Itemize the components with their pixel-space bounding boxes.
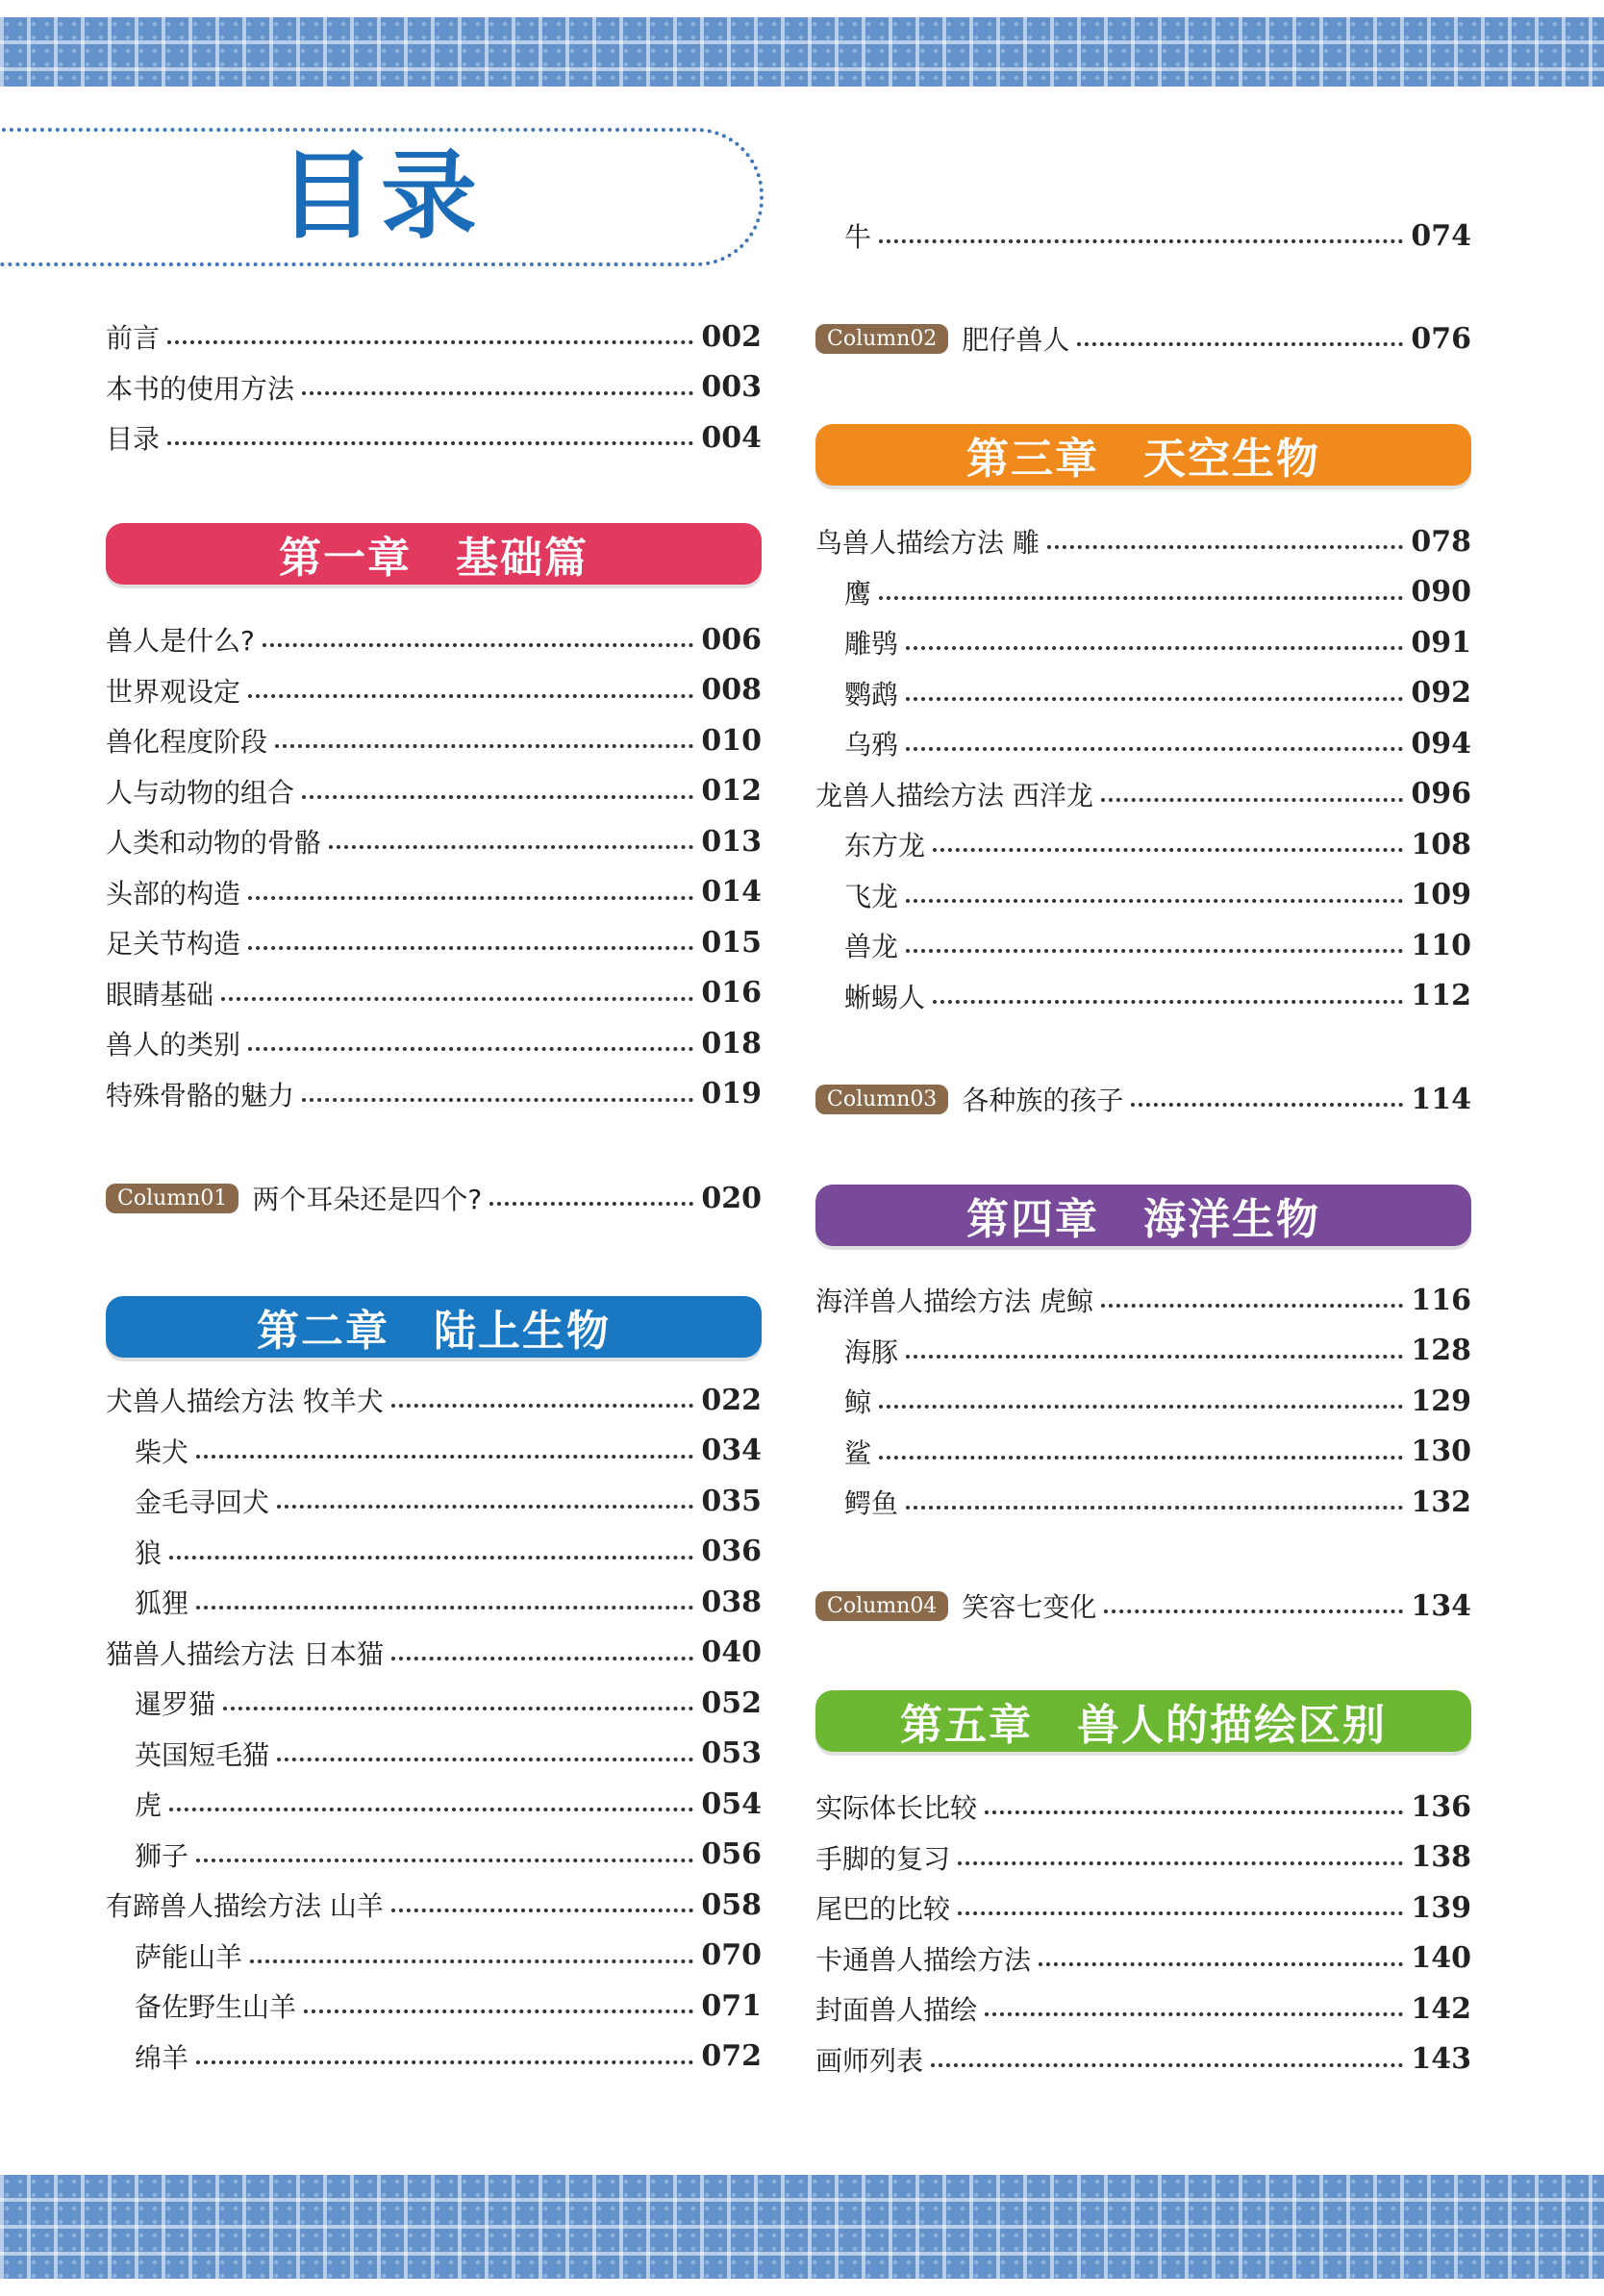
dot-leader xyxy=(985,2012,1403,2016)
toc-entry-page: 012 xyxy=(701,774,762,808)
toc-entry-page: 090 xyxy=(1411,575,1471,609)
toc-entry[interactable] xyxy=(135,1533,762,1571)
toc-entry-page: 016 xyxy=(701,976,762,1010)
header-band xyxy=(0,17,1604,87)
toc-entry[interactable] xyxy=(106,772,762,811)
toc-entry[interactable] xyxy=(844,1483,1471,1521)
dot-leader xyxy=(169,1808,693,1811)
toc-entry[interactable] xyxy=(106,822,762,861)
toc-entry-page: 058 xyxy=(701,1887,762,1922)
toc-entry-page: 010 xyxy=(701,723,762,758)
toc-entry-label: 特殊骨骼的魅力 xyxy=(106,1079,295,1111)
toc-entry[interactable] xyxy=(815,1787,1471,1826)
toc-entry-page: 110 xyxy=(1411,928,1471,962)
dot-leader xyxy=(933,1000,1403,1004)
dot-leader xyxy=(277,1505,693,1509)
toc-entry-label: 目录 xyxy=(106,423,161,455)
toc-entry-page: 013 xyxy=(701,824,762,859)
toc-entry[interactable] xyxy=(844,926,1471,964)
dot-leader xyxy=(906,646,1403,650)
toc-entry-page: 056 xyxy=(701,1837,762,1871)
toc-entry-label: 备佐野生山羊 xyxy=(135,1991,297,2023)
toc-entry[interactable] xyxy=(844,724,1471,762)
dot-leader xyxy=(906,899,1403,903)
toc-entry-page: 116 xyxy=(1411,1283,1471,1317)
dot-leader xyxy=(169,1556,693,1560)
toc-entry-label: 牛 xyxy=(844,221,872,253)
toc-entry[interactable] xyxy=(135,1684,762,1722)
dot-leader xyxy=(196,1606,693,1610)
dot-leader xyxy=(958,1861,1403,1865)
toc-entry-page: 018 xyxy=(701,1026,762,1061)
column-badge: Column01 xyxy=(106,1184,238,1213)
toc-entry-label: 兽人是什么? xyxy=(106,625,255,657)
toc-entry-label: 画师列表 xyxy=(815,2044,924,2077)
toc-entry-label: 英国短毛猫 xyxy=(135,1738,270,1771)
toc-entry-page: 109 xyxy=(1411,878,1471,911)
toc-entry-label: 犬兽人描绘方法 牧羊犬 xyxy=(106,1385,384,1417)
dot-leader xyxy=(329,845,693,849)
toc-entry[interactable] xyxy=(844,623,1471,661)
toc-entry-label: 蜥蜴人 xyxy=(844,981,926,1013)
toc-entry-page: 052 xyxy=(701,1685,762,1720)
toc-entry-page: 004 xyxy=(701,420,762,455)
toc-entry[interactable] xyxy=(106,671,762,710)
dot-leader xyxy=(1101,1304,1403,1308)
toc-entry-page: 015 xyxy=(701,925,762,960)
toc-entry-page: 094 xyxy=(1411,726,1471,761)
dot-leader xyxy=(1104,1610,1403,1613)
dot-leader xyxy=(1039,1962,1403,1966)
toc-entry-label: 东方龙 xyxy=(844,830,926,861)
toc-entry-page: 008 xyxy=(701,673,762,707)
toc-entry-label: 有蹄兽人描绘方法 山羊 xyxy=(106,1890,384,1922)
toc-entry-page: 134 xyxy=(1411,1588,1471,1623)
toc-entry[interactable] xyxy=(106,1075,762,1113)
chapter-5-header[interactable]: 第五章 兽人的描绘区别 xyxy=(815,1690,1471,1752)
toc-entry-label: 雕鸮 xyxy=(844,628,899,660)
column-entry[interactable] xyxy=(106,1179,762,1217)
dot-leader xyxy=(906,1506,1403,1510)
dot-leader xyxy=(223,1707,693,1710)
dot-leader xyxy=(1077,342,1403,346)
toc-entry[interactable] xyxy=(106,620,762,659)
toc-entry[interactable] xyxy=(815,1989,1471,2028)
toc-entry[interactable] xyxy=(106,368,762,407)
toc-entry[interactable] xyxy=(106,974,762,1012)
toc-entry[interactable] xyxy=(135,1936,762,1975)
toc-entry[interactable] xyxy=(815,1888,1471,1927)
toc-entry-label: 鹦鹉 xyxy=(844,678,899,711)
toc-entry-page: 138 xyxy=(1411,1840,1471,1874)
toc-entry[interactable] xyxy=(135,1734,762,1773)
toc-entry[interactable] xyxy=(815,1838,1471,1877)
toc-entry-label: 封面兽人描绘 xyxy=(815,1994,978,2026)
toc-entry[interactable] xyxy=(844,1382,1471,1420)
toc-entry-page: 014 xyxy=(701,875,762,909)
toc-entry-page: 078 xyxy=(1411,524,1471,559)
column-entry[interactable] xyxy=(815,319,1471,358)
toc-entry-label: 金毛寻回犬 xyxy=(135,1486,270,1518)
toc-entry-label: 人类和动物的骨骼 xyxy=(106,827,322,859)
toc-entry-label: 前言 xyxy=(106,322,161,354)
toc-entry-label: 萨能山羊 xyxy=(135,1940,243,1973)
toc-entry-label: 兽龙 xyxy=(844,931,899,962)
toc-entry[interactable] xyxy=(106,721,762,760)
column-badge: Column02 xyxy=(815,324,948,354)
toc-entry[interactable] xyxy=(844,977,1471,1015)
dot-leader xyxy=(391,1404,693,1408)
toc-entry-page: 038 xyxy=(701,1585,762,1619)
toc-entry-label: 绵羊 xyxy=(135,2041,189,2074)
toc-entry-page: 132 xyxy=(1411,1485,1471,1519)
toc-entry-label: 兽人的类别 xyxy=(106,1029,241,1061)
toc-entry-label: 海豚 xyxy=(844,1335,899,1368)
toc-entry-label: 足关节构造 xyxy=(106,928,241,960)
toc-entry-page: 108 xyxy=(1411,827,1471,861)
chapter-4-header[interactable]: 第四章 海洋生物 xyxy=(815,1185,1471,1246)
toc-entry-page: 114 xyxy=(1411,1082,1471,1116)
toc-entry-label: 尾巴的比较 xyxy=(815,1893,951,1925)
dot-leader xyxy=(1047,545,1403,549)
chapter-2-header[interactable]: 第二章 陆上生物 xyxy=(106,1296,762,1358)
dot-leader xyxy=(958,1911,1403,1915)
page-title: 目录 xyxy=(279,138,483,252)
toc-entry-label: 狮子 xyxy=(135,1839,189,1872)
toc-entry-label: 兽化程度阶段 xyxy=(106,726,268,758)
toc-entry[interactable] xyxy=(135,1986,762,2025)
toc-entry-page: 003 xyxy=(701,370,762,404)
toc-entry[interactable] xyxy=(844,674,1471,712)
toc-entry-label: 鲸 xyxy=(844,1386,872,1418)
dot-leader xyxy=(248,896,693,900)
toc-entry[interactable] xyxy=(106,923,762,961)
toc-entry[interactable] xyxy=(815,2040,1471,2079)
toc-entry[interactable] xyxy=(106,1381,762,1419)
column-entry[interactable] xyxy=(815,1080,1471,1118)
toc-entry-page: 092 xyxy=(1411,676,1471,710)
dot-leader xyxy=(933,848,1403,852)
toc-entry-label: 柴犬 xyxy=(135,1435,189,1468)
toc-entry-page: 136 xyxy=(1411,1789,1471,1824)
toc-entry[interactable] xyxy=(844,825,1471,863)
toc-entry-page: 035 xyxy=(701,1484,762,1518)
toc-entry-label: 飞龙 xyxy=(844,880,899,912)
toc-entry-page: 139 xyxy=(1411,1890,1471,1925)
dot-leader xyxy=(275,744,693,748)
chapter-1-header[interactable]: 第一章 基础篇 xyxy=(106,523,762,585)
dot-leader xyxy=(221,997,693,1001)
dot-leader xyxy=(879,596,1403,600)
toc-entry-page: 040 xyxy=(701,1635,762,1669)
chapter-3-header[interactable]: 第三章 天空生物 xyxy=(815,424,1471,486)
toc-entry-label: 龙兽人描绘方法 西洋龙 xyxy=(815,779,1093,811)
dot-leader xyxy=(906,697,1403,701)
toc-entry-page: 053 xyxy=(701,1736,762,1770)
footer-band xyxy=(0,2175,1604,2279)
toc-entry-page: 034 xyxy=(701,1434,762,1467)
toc-entry-page: 071 xyxy=(701,1988,762,2023)
toc-entry-label: 狼 xyxy=(135,1536,163,1569)
toc-entry-page: 072 xyxy=(701,2039,762,2073)
dot-leader xyxy=(879,1405,1403,1409)
toc-entry-page: 022 xyxy=(701,1383,762,1417)
dot-leader xyxy=(250,1959,693,1963)
toc-entry-page: 128 xyxy=(1411,1334,1471,1367)
toc-entry[interactable] xyxy=(135,1835,762,1874)
toc-entry[interactable] xyxy=(106,1634,762,1672)
toc-entry-label: 卡通兽人描绘方法 xyxy=(815,1943,1032,1976)
toc-entry-label: 各种族的孩子 xyxy=(962,1085,1124,1116)
toc-entry[interactable] xyxy=(844,876,1471,914)
toc-entry-label: 手脚的复习 xyxy=(815,1842,951,1875)
toc-entry[interactable] xyxy=(106,1885,762,1924)
dot-leader xyxy=(879,239,1403,243)
toc-entry-label: 鹰 xyxy=(844,577,872,610)
toc-entry-label: 本书的使用方法 xyxy=(106,372,295,405)
toc-entry[interactable] xyxy=(106,418,762,457)
toc-entry-label: 实际体长比较 xyxy=(815,1792,978,1824)
dot-leader xyxy=(302,795,693,799)
dot-leader xyxy=(1101,798,1403,802)
toc-entry[interactable] xyxy=(844,216,1471,255)
dot-leader xyxy=(391,1657,693,1660)
toc-entry-page: 019 xyxy=(701,1077,762,1111)
toc-entry-label: 头部的构造 xyxy=(106,877,241,910)
toc-entry[interactable] xyxy=(106,873,762,911)
toc-entry-label: 两个耳朵还是四个? xyxy=(252,1184,483,1215)
column-entry[interactable] xyxy=(815,1586,1471,1625)
dot-leader xyxy=(167,441,693,445)
toc-entry[interactable] xyxy=(844,1433,1471,1471)
toc-entry-label: 鳄鱼 xyxy=(844,1487,899,1519)
toc-entry-page: 096 xyxy=(1411,777,1471,811)
dot-leader xyxy=(196,1859,693,1862)
toc-entry-label: 笑容七变化 xyxy=(962,1591,1097,1623)
toc-entry-page: 112 xyxy=(1411,979,1471,1012)
toc-entry-label: 虎 xyxy=(135,1789,163,1821)
dot-leader xyxy=(302,1098,693,1102)
dot-leader xyxy=(196,2060,693,2064)
dot-leader xyxy=(489,1202,693,1206)
dot-leader xyxy=(391,1909,693,1912)
toc-entry-page: 129 xyxy=(1411,1384,1471,1418)
toc-entry[interactable] xyxy=(844,573,1471,611)
toc-entry-page: 143 xyxy=(1411,2042,1471,2076)
dot-leader xyxy=(302,391,693,395)
toc-entry-label: 肥仔兽人 xyxy=(962,324,1070,356)
toc-entry-page: 036 xyxy=(701,1535,762,1568)
dot-leader xyxy=(304,2009,693,2013)
toc-entry[interactable] xyxy=(135,1784,762,1823)
dot-leader xyxy=(248,694,693,698)
toc-entry[interactable] xyxy=(815,522,1471,561)
toc-entry-label: 乌鸦 xyxy=(844,729,899,761)
toc-entry-label: 人与动物的组合 xyxy=(106,776,295,809)
toc-entry-label: 暹罗猫 xyxy=(135,1688,216,1720)
toc-entry-page: 140 xyxy=(1411,1941,1471,1975)
toc-entry[interactable] xyxy=(815,1281,1471,1319)
toc-entry-page: 142 xyxy=(1411,1991,1471,2026)
toc-entry[interactable] xyxy=(815,1939,1471,1978)
dot-leader xyxy=(167,340,693,344)
dot-leader xyxy=(906,1355,1403,1359)
toc-entry-label: 海洋兽人描绘方法 虎鲸 xyxy=(815,1285,1093,1317)
dot-leader xyxy=(248,1047,693,1051)
dot-leader xyxy=(1131,1103,1403,1107)
column-badge: Column03 xyxy=(815,1085,948,1114)
dot-leader xyxy=(263,643,694,647)
toc-entry-page: 054 xyxy=(701,1786,762,1821)
toc-entry[interactable] xyxy=(135,1583,762,1621)
dot-leader xyxy=(879,1456,1403,1460)
toc-entry-page: 006 xyxy=(701,622,762,657)
dot-leader xyxy=(931,2063,1403,2067)
toc-entry-page: 074 xyxy=(1411,218,1471,253)
toc-entry-label: 鸟兽人描绘方法 雕 xyxy=(815,527,1040,559)
toc-entry-label: 世界观设定 xyxy=(106,675,241,708)
dot-leader xyxy=(985,1810,1403,1814)
toc-entry-label: 狐狸 xyxy=(135,1587,189,1619)
toc-entry-page: 130 xyxy=(1411,1435,1471,1468)
toc-entry[interactable] xyxy=(135,2037,762,2076)
toc-entry-page: 076 xyxy=(1411,321,1471,356)
dot-leader xyxy=(248,946,693,950)
dot-leader xyxy=(277,1758,693,1761)
toc-entry-page: 020 xyxy=(701,1181,762,1215)
toc-entry[interactable] xyxy=(815,775,1471,813)
toc-entry-page: 070 xyxy=(701,1938,762,1972)
toc-entry[interactable] xyxy=(106,317,762,356)
dot-leader xyxy=(196,1455,693,1459)
toc-entry[interactable] xyxy=(844,1332,1471,1370)
toc-entry[interactable] xyxy=(135,1482,762,1520)
toc-entry-label: 猫兽人描绘方法 日本猫 xyxy=(106,1637,384,1670)
toc-entry-page: 091 xyxy=(1411,625,1471,660)
dot-leader xyxy=(906,747,1403,751)
column-badge: Column04 xyxy=(815,1591,948,1621)
toc-entry-label: 鲨 xyxy=(844,1436,872,1469)
toc-entry[interactable] xyxy=(106,1024,762,1062)
toc-entry-label: 眼睛基础 xyxy=(106,978,214,1011)
toc-entry-page: 002 xyxy=(701,319,762,354)
toc-entry[interactable] xyxy=(135,1432,762,1470)
dot-leader xyxy=(906,949,1403,953)
